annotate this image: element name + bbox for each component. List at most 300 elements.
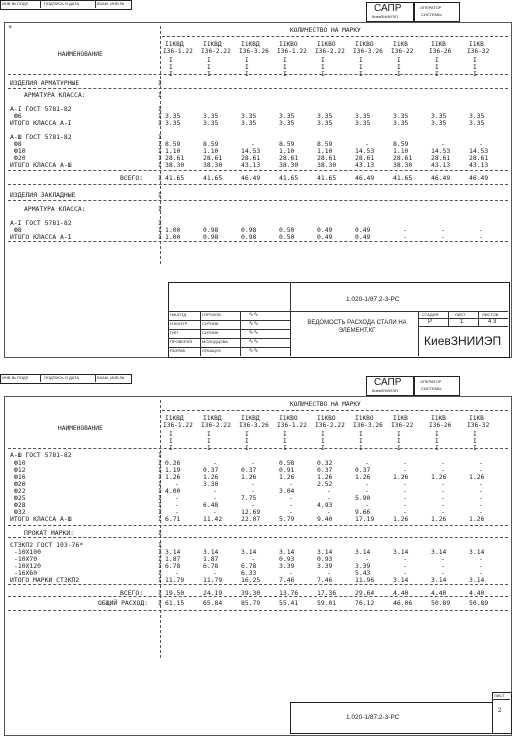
col-header-bottom: I36-22 [391,422,414,429]
col-header-top: I1КВД [165,415,184,422]
row-label: СТЗКП2 ГОСТ 103-76* [10,541,84,549]
col-tick: I [245,64,249,71]
name-header-2: НАИМЕНОВАНИЕ [58,425,103,432]
cell-value: 0.49 [355,233,371,241]
cell-value: 9.66 [355,508,371,516]
col-tick: I [245,431,249,438]
cell-value: 8.59 [203,140,219,148]
cell-value: - [403,501,407,509]
cell-value: 3.35 [203,112,219,120]
cell-value: 3.35 [469,119,485,127]
doc-number: 1.020-1/87.2-3-РС [346,296,400,303]
cell-value: - [365,480,369,488]
row-label: ИТОГО КЛАССА А-Ш [10,515,72,523]
cell-value: 0.50 [279,233,295,241]
signature-name: СИТНИК [202,330,219,335]
col-tick: I [435,438,439,445]
col-header-top: I1КВО [317,415,336,422]
row-bar: I [158,494,162,502]
cell-value: - [251,555,255,563]
qty-title-2: КОЛИЧЕСТВО НА МАРКУ [290,401,361,408]
cell-value: 28.61 [279,154,299,162]
cell-value: - [441,501,445,509]
cell-value: 3.14 [431,548,447,556]
cell-value: 3.35 [355,119,371,127]
col-header-top: I1КВО [317,41,336,48]
col-tick: I [435,431,439,438]
col-tick: I [397,431,401,438]
cell-value: - [365,459,369,467]
col-header-top: I1КВ [431,415,446,422]
col-tick: I [321,445,325,452]
cell-value: 1.87 [203,555,219,563]
sapr-sub: КиевЗНИИЭП [372,14,398,19]
col-tick: I [397,71,401,78]
cell-value: - [327,487,331,495]
cell-value: 46.06 [393,599,413,607]
star-mark: * [8,24,13,32]
cell-value: 0.37 [317,466,333,474]
row-bar: I [158,576,162,584]
col-header-top: I1КВД [165,41,184,48]
cell-value: 46.49 [431,174,451,182]
cell-value: 1.10 [393,147,409,155]
cell-value: - [441,459,445,467]
col-tick: I [473,64,477,71]
cell-value: 1.10 [203,147,219,155]
cell-value: 11.79 [203,576,223,584]
cell-value: 7.46 [279,576,295,584]
col-tick: I [207,57,211,64]
cell-value: 0.37 [241,466,257,474]
row-label: ИТОГО КЛАССА А-Ш [10,161,72,169]
cell-value: 0.49 [317,233,333,241]
row-divider [8,170,508,171]
cell-value: 3.14 [469,548,485,556]
cell-value: - [441,508,445,516]
col-header-bottom: I36-3.26 [353,48,383,55]
col-header-bottom: I36-2.22 [315,422,345,429]
cell-value: 3.35 [279,119,295,127]
cell-value: 28.61 [165,154,185,162]
cell-value: 38.30 [165,161,185,169]
cell-value: - [213,494,217,502]
signature-divider [168,347,290,348]
cell-value: - [213,508,217,516]
cell-value: - [403,466,407,474]
row-label: Ф25 [14,494,26,502]
col-tick: I [283,64,287,71]
cell-value: 43.13 [469,161,489,169]
cell-value: 50.89 [469,599,489,607]
stamp-inv-label-2: ИНВ.№ ПОДЛ [2,375,29,380]
cell-value: 3.35 [469,112,485,120]
cell-value: 28.61 [355,154,375,162]
row-divider [8,241,508,242]
cell-value: 76.12 [355,599,375,607]
row-bar: I [158,515,162,523]
cell-value: 0.26 [165,459,181,467]
cell-value: 11.96 [355,576,375,584]
row-label: Ф32 [14,508,26,516]
cell-value: 0.98 [241,226,257,234]
cell-value: - [175,494,179,502]
row-bar: I [158,140,162,148]
cell-value: 41.65 [317,174,337,182]
cell-value: 3.35 [241,119,257,127]
cell-value: - [365,555,369,563]
row-bar: I [158,599,162,607]
row-label: АРМАТУРА КЛАССА: [24,91,86,99]
row-label: ИТОГО КЛАССА А-I [10,119,72,127]
cell-value: 0.91 [279,466,295,474]
row-bar: I [158,133,162,141]
col-tick: I [169,57,173,64]
stamp-inv-label: ИНВ.№ ПОДЛ [2,1,29,6]
cell-value: 6.33 [241,569,257,577]
cell-value: 0.58 [279,459,295,467]
cell-value: 1.19 [165,466,181,474]
row-bar: I [158,105,162,113]
col-tick: I [321,438,325,445]
stage-value: Р [428,319,433,325]
cell-value: - [213,487,217,495]
cell-value: 55.41 [279,599,299,607]
cell-value: 65.84 [203,599,223,607]
cell-value: - [175,501,179,509]
col-tick: I [359,64,363,71]
cell-value: - [175,569,179,577]
cell-value: 14.53 [355,147,375,155]
cell-value: 24.19 [203,589,223,597]
cell-value: 14.53 [241,147,261,155]
cell-value: 4.40 [393,589,409,597]
cell-value: 8.59 [317,140,333,148]
cell-value: - [403,480,407,488]
row-bar: I [158,548,162,556]
col-tick: I [397,445,401,452]
row-label: Ф10 [14,459,26,467]
row-bar: I [158,112,162,120]
row-bar: I [158,174,162,182]
col-header-top: I1КВО [355,41,374,48]
col-tick: I [283,57,287,64]
cell-value: 3.39 [317,562,333,570]
signature-name: ЛУКАЩУК [202,348,221,353]
cell-value: - [289,569,293,577]
row-label: -10Х120 [14,562,41,570]
cell-value: 3.35 [393,119,409,127]
systems-label: СИСТЕМЫ [421,12,442,17]
handwritten-signature: ∿∿ [248,338,259,345]
cell-value: 3.35 [317,112,333,120]
row-bar: I [158,451,162,459]
cell-value: 13.76 [279,589,299,597]
cell-value: 39.30 [241,589,261,597]
col-header-bottom: I36-26 [429,48,452,55]
stamp-sign-label-2: ПОДПИСЬ И ДАТА [44,375,80,380]
col-tick: I [169,431,173,438]
cell-value: 0.50 [279,226,295,234]
cell-value: - [441,233,445,241]
cell-value: - [403,226,407,234]
cell-value: 3.35 [355,112,371,120]
sheet-1 [0,0,515,362]
cell-value: 4.40 [469,589,485,597]
cell-value: 3.14 [203,548,219,556]
row-bar: I [158,205,162,213]
col-tick: I [321,64,325,71]
col-tick: I [435,445,439,452]
cell-value: 28.61 [241,154,261,162]
sheet-value-2: 2 [498,708,502,714]
cell-value: 38.30 [279,161,299,169]
cell-value: 0.98 [203,226,219,234]
row-label: Ф8 [14,140,22,148]
row-label: Ф16 [14,473,26,481]
cell-value: 1.26 [317,473,333,481]
cell-value: 1.87 [165,555,181,563]
cell-value: - [479,226,483,234]
row-divider [8,525,508,526]
signature-role: ПРОВЕРИЛ [170,339,193,344]
col-tick: I [321,57,325,64]
cell-value: 1.26 [469,473,485,481]
col-tick: I [207,431,211,438]
cell-value: 28.61 [431,154,451,162]
col-tick: I [245,438,249,445]
row-label: Ф20 [14,154,26,162]
signature-divider [168,329,290,330]
cell-value: 7.46 [317,576,333,584]
row-bar: I [158,473,162,481]
signature-name: СИТНИК [202,321,219,326]
col-tick: I [435,64,439,71]
row-label: -10Х70 [14,555,38,563]
signature-name: МОЛОДЦОВА [202,339,228,344]
col-tick: I [207,64,211,71]
col-header-bottom: I36-3.26 [239,48,269,55]
cell-value: 0.49 [355,226,371,234]
handwritten-signature: ∿∿ [248,320,259,327]
cell-value: 4.00 [165,487,181,495]
cell-value: 46.49 [469,174,489,182]
row-bar: I [158,541,162,549]
cell-value: 8.59 [393,140,409,148]
cell-value: - [175,508,179,516]
row-bar: I [158,501,162,509]
cell-value: - [441,562,445,570]
row-label: Ф8 [14,226,22,234]
col-tick: I [321,71,325,78]
cell-value: 3.14 [165,548,181,556]
row-bar: I [158,466,162,474]
sheet-value: 1 [460,319,464,325]
cell-value: 14.53 [431,147,451,155]
cell-value: - [479,466,483,474]
cell-value: 38.30 [393,161,413,169]
row-divider [8,184,508,185]
cell-value: 4.93 [317,501,333,509]
col-tick: I [283,438,287,445]
col-tick: I [359,57,363,64]
row-bar: I [158,226,162,234]
cell-value: 6.48 [203,501,219,509]
cell-value: - [441,466,445,474]
handwritten-signature: ∿∿ [248,311,259,318]
col-tick: I [169,445,173,452]
row-bar: I [158,562,162,570]
cell-value: 11.79 [165,576,185,584]
col-tick: I [245,57,249,64]
col-tick: I [397,438,401,445]
col-tick: I [207,438,211,445]
row-bar: I [158,459,162,467]
cell-value: - [327,569,331,577]
cell-value: 14.53 [469,147,489,155]
cell-value: 1.26 [241,473,257,481]
cell-value: 50.89 [431,599,451,607]
sheet-2 [0,370,515,737]
cell-value: - [441,487,445,495]
cell-value: - [441,569,445,577]
row-bar: I [158,589,162,597]
cell-value: 0.32 [317,459,333,467]
cell-value: - [479,459,483,467]
cell-value: 3.35 [317,119,333,127]
cell-value: 1.26 [393,473,409,481]
row-divider [8,537,508,538]
col-tick: I [397,57,401,64]
col-tick: I [207,445,211,452]
row-bar: I [158,487,162,495]
operator-label: ОПЕРАТОР [420,5,442,10]
signature-name: ГОРОХОВ [202,312,221,317]
cell-value: 3.04 [279,487,295,495]
col-header-top: I1КВ [431,41,446,48]
cell-value: 6.78 [241,562,257,570]
signature-role: НАЧОТД [170,312,187,317]
cell-value: 3.35 [241,112,257,120]
cell-value: 6.78 [203,562,219,570]
row-bar: I [158,79,162,87]
row-bar: I [158,569,162,577]
col-header-bottom: I36-2.22 [201,48,231,55]
cell-value: 1.00 [165,226,181,234]
cell-value: 29.64 [355,589,375,597]
cell-value: 1.10 [279,147,295,155]
col-tick: I [359,71,363,78]
cell-value: - [251,487,255,495]
row-bar: I [158,219,162,227]
cell-value: 1.26 [469,515,485,523]
col-tick: I [435,57,439,64]
org-name: КиевЗНИИЭП [424,334,502,348]
cell-value: 3.35 [165,119,181,127]
col-tick: I [283,71,287,78]
row-divider [8,596,508,597]
cell-value: - [403,562,407,570]
signature-role: РАЗРАБ [170,348,186,353]
cell-value: 6.78 [165,562,181,570]
sheet-header: ЛИСТ [455,312,466,317]
cell-value: 28.61 [203,154,223,162]
cell-value: 8.59 [165,140,181,148]
cell-value: 28.61 [317,154,337,162]
cell-value: 1.26 [431,515,447,523]
cell-value: 1.26 [393,515,409,523]
row-label: ПРОКАТ МАРКИ: [24,529,75,537]
row-label: ВСЕГО: [120,589,144,597]
row-label: А-Ш ГОСТ 5781-82 [10,451,72,459]
cell-value: - [175,480,179,488]
cell-value: 1.26 [355,473,371,481]
cell-value: - [403,494,407,502]
cell-value: - [479,555,483,563]
cell-value: 1.26 [165,473,181,481]
cell-value: - [479,569,483,577]
doc-title: ВЕДОМОСТЬ РАСХОДА СТАЛИ НА ЭЛЕМЕНТ,КГ [307,320,407,334]
cell-value: 3.14 [279,548,295,556]
signature-role: ГИП [170,330,178,335]
col-tick: I [359,431,363,438]
cell-value: 4.40 [431,589,447,597]
col-header-bottom: I36-1.22 [163,48,193,55]
doc-number-2: 1.020-1/87.2-3-РС [346,714,400,721]
cell-value: 1.10 [165,147,181,155]
cell-value: - [251,459,255,467]
col-header-top: I1КВД [203,41,222,48]
cell-value: - [403,487,407,495]
handwritten-signature: ∿∿ [248,329,259,336]
cell-value: - [251,140,255,148]
cell-value: 1.26 [431,473,447,481]
col-header-top: I1КВ [469,41,484,48]
cell-value: 43.13 [241,161,261,169]
handwritten-signature: ∿∿ [248,347,259,354]
cell-value: 5.79 [279,515,295,523]
cell-value: - [479,494,483,502]
col-tick: I [283,431,287,438]
cell-value: 43.13 [355,161,375,169]
sapr-label: САПР [374,3,402,14]
cell-value: 46.49 [355,174,375,182]
cell-value: - [479,480,483,488]
row-label: ИЗДЕЛИЯ ЗАКЛАДНЫЕ [10,191,76,199]
cell-value: 1.00 [165,233,181,241]
col-header-top: I1КВД [203,415,222,422]
row-divider [8,88,508,89]
row-bar: I [158,529,162,537]
cell-value: - [327,508,331,516]
cell-value: - [441,226,445,234]
col-tick: I [473,438,477,445]
cell-value: 3.30 [203,480,219,488]
row-label: Ф12 [14,466,26,474]
cell-value: 61.15 [165,599,185,607]
cell-value: 5.90 [355,494,371,502]
col-tick: I [473,445,477,452]
col-tick: I [473,71,477,78]
cell-value: 59.01 [317,599,337,607]
cell-value: - [403,459,407,467]
cell-value: 3.35 [165,112,181,120]
cell-value: 1.10 [317,147,333,155]
cell-value: - [441,555,445,563]
row-bar: I [158,161,162,169]
col-tick: I [169,64,173,71]
cell-value: 17.36 [317,589,337,597]
